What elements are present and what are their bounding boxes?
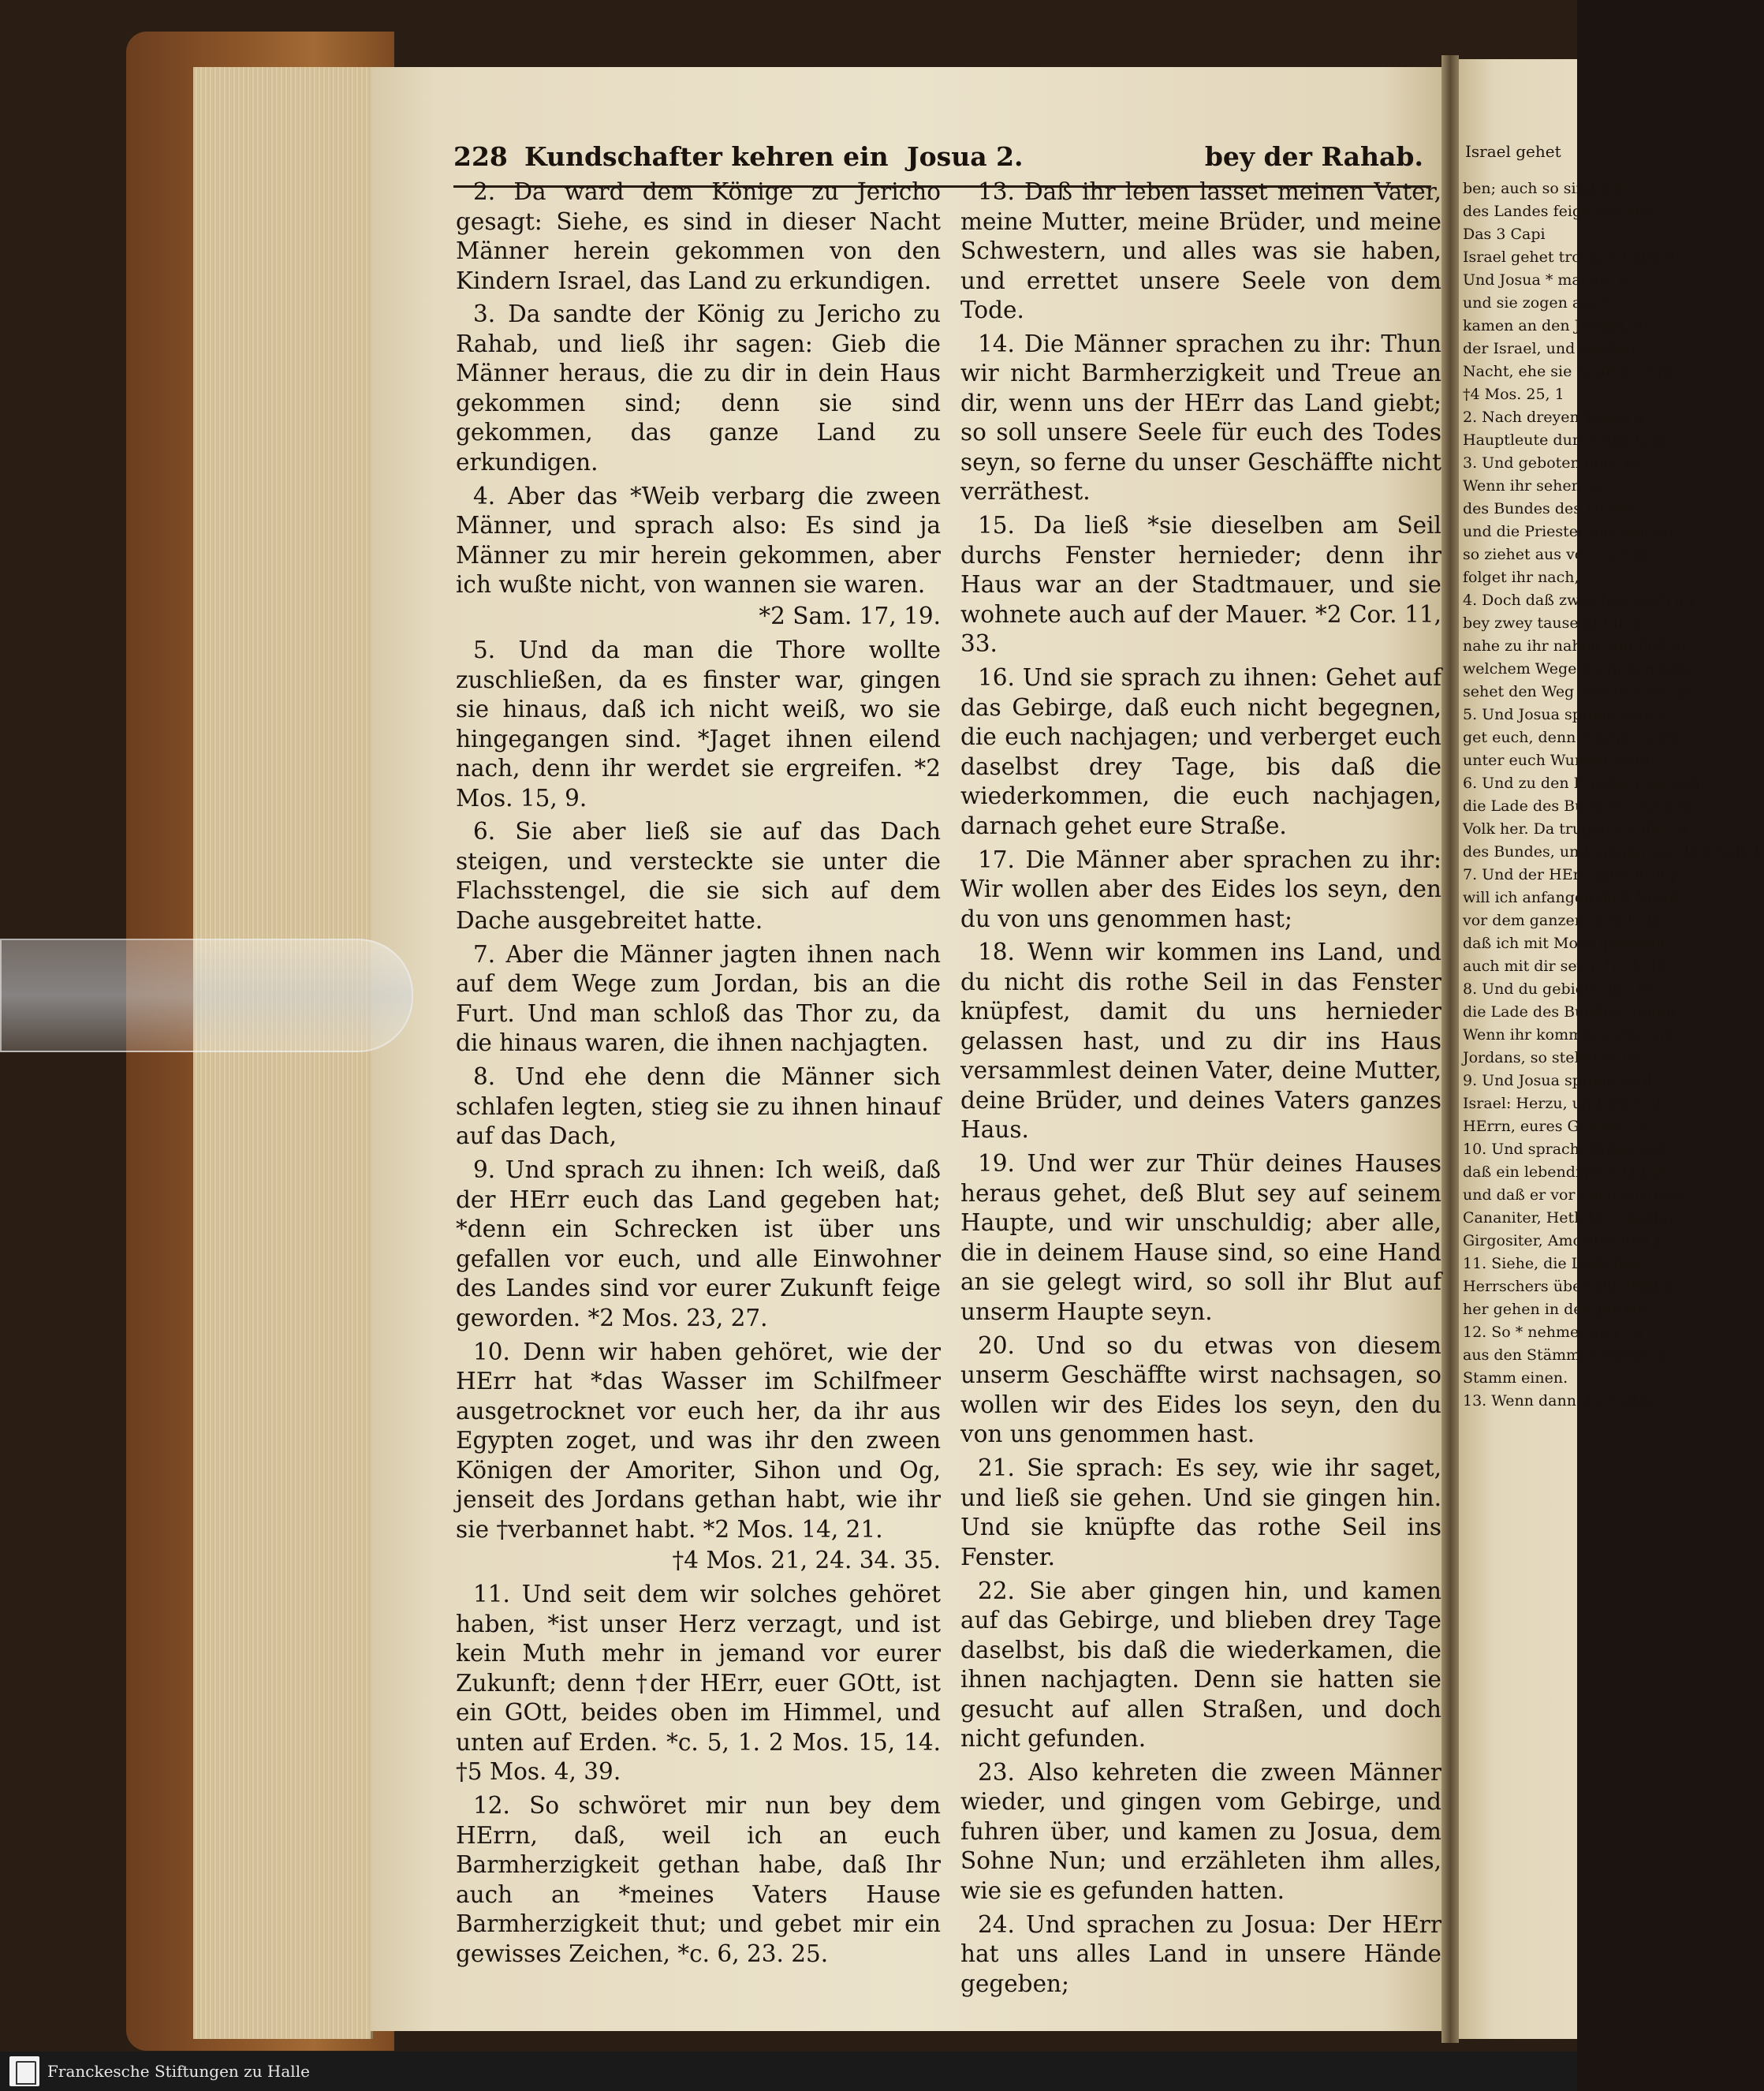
next-page-line: Hauptleute durch das Lage xyxy=(1463,431,1671,449)
next-page-line: und daß er vor euch austreib xyxy=(1463,1186,1684,1204)
verse: 21. Sie sprach: Es sey, wie ihr saget, und ließ sie gehen. Und sie gingen hin. Und sie knüpfte das rothe Seil ins Fenster. xyxy=(960,1454,1441,1570)
book-gutter xyxy=(1441,55,1459,2043)
next-page-line: Cananiter, Hethiter, Heviter xyxy=(1463,1209,1676,1227)
page-clip xyxy=(0,939,413,1052)
next-page-line: der Israel, und blieben xyxy=(1463,340,1636,357)
verse: 19. Und wer zur Thür deines Hauses heraus gehet, deß Blut sey auf seinem Haupte, und wir unschuldig; aber alle, die in deinem Hause sind, so eine Hand an sie gelegt wird, so soll ihr Blut auf unserm Haupte seyn. xyxy=(960,1150,1441,1325)
next-page-line: daß ein lebendiger GOtt un xyxy=(1463,1163,1672,1181)
next-page-line: die Lade des Bundes, und geh xyxy=(1463,797,1692,815)
verse: 8. Und ehe denn die Männer sich schlafen legten, stieg sie zu ihnen hinauf auf das Dach, xyxy=(456,1063,941,1150)
verse: 9. Und sprach zu ihnen: Ich weiß, daß der HErr euch das Land gegeben hat; *denn ein Schrecken ist über uns gefallen vor euch, und alle Einwohner des Landes sind vor eurer Zukunft feige geworden. *2 Mos. 23, 27. xyxy=(456,1156,941,1331)
next-page-line: 11. Siehe, die Lade des xyxy=(1463,1255,1640,1272)
next-page-line: welchem Wege ihr gehen sollet xyxy=(1463,660,1701,678)
verse: 15. Da ließ *sie dieselben am Seil durchs Fenster hernieder; denn ihr Haus war an der Stadtmauer, und sie wohnete auch auf der Mauer. *2 Cor. 11, 33. xyxy=(960,512,1441,658)
page-number: 228 xyxy=(453,141,508,172)
next-page-line: 9. Und Josua sprach zu d xyxy=(1463,1072,1653,1089)
next-page-line: 12. So * nehmet nun zw xyxy=(1463,1324,1644,1341)
next-page-line: Nacht, ehe sie hinüber zoge xyxy=(1463,363,1676,380)
verse: 6. Sie aber ließ sie auf das Dach steigen, und versteckte sie unter die Flachsstengel, die sie sich auf dem Dache ausgebreitet hatte. xyxy=(456,818,941,934)
verse: 11. Und seit dem wir solches gehöret haben, *ist unser Herz verzagt, und ist kein Muth mehr in jemand vor eurer Zukunft; denn †der HErr, euer GOtt, ist ein GOtt, beides oben im Himmel, und unten auf Erden. *c. 5, 1. 2 Mos. 15, 14. †5 Mos. 4, 39. xyxy=(456,1581,941,1786)
cross-reference: *2 Sam. 17, 19. xyxy=(759,603,941,630)
next-page-line: Volk her. Da trugen sie die La xyxy=(1463,820,1688,838)
verse: 22. Sie aber gingen hin, und kamen auf das Gebirge, und blieben drey Tage daselbst, bis daß die wiederkamen, die ihnen nachjagten. Denn sie hatten sie gesucht auf allen Straßen, und doch nicht gefunden. xyxy=(960,1577,1441,1753)
verse: 24. Und sprachen zu Josua: Der HErr hat uns alles Land in unsere Hände gegeben; xyxy=(960,1910,1441,1997)
running-title: Kundschafter kehren ein xyxy=(524,141,889,172)
verse: 23. Also kehreten die zween Männer wieder, und gingen vom Gebirge, und fuhren über, und kamen zu Josua, dem Sohne Nun; und erzähleten ihm alles, wie sie es gefunden hatten. xyxy=(960,1758,1441,1904)
institution-logo-icon xyxy=(9,2056,39,2086)
next-page-line: Und Josua * machte s xyxy=(1463,271,1627,289)
next-page-line: sehet den Weg vorhin nicht ge xyxy=(1463,683,1695,700)
next-page-line: die Lade des Bundes tragen, xyxy=(1463,1003,1680,1021)
next-page-line: folget ihr nach, xyxy=(1463,569,1579,586)
next-page-line: nahe zu ihr nahen, auf daß ih xyxy=(1463,637,1687,655)
verse: 3. Da sandte der König zu Jericho zu Rahab, und ließ ihr sagen: Gieb die Männer heraus, die zu dir in dein Haus gekommen sind; denn sie sind gekommen, das ganze Land zu erkundigen. xyxy=(456,301,941,476)
next-page-line: 8. Und du gebiete den Pr xyxy=(1463,980,1654,998)
verse: 5. Und da man die Thore wollte zuschließen, da es finster war, gingen sie hinaus, daß ich nicht weiß, wo sie hingegangen sind. *Jaget ihnen eilend nach, denn ihr werdet sie ergreifen. *2 Mos. 15, 9. xyxy=(456,637,941,812)
next-page-line: 4. Doch daß zwischen euch un xyxy=(1463,592,1695,609)
verse: 4. Aber das *Weib verbarg die zween Männer, und sprach also: Es sind ja Männer zu mir herein gekommen, aber ich wußte nicht, von wannen sie waren. xyxy=(456,482,941,599)
verse: 13. Daß ihr leben lasset meinen Vater, meine Mutter, meine Brüder, und meine Schwestern, und alles was sie haben, und errettet unsere Seele von dem Tode. xyxy=(960,178,1441,323)
verse: 2. Da ward dem Könige zu Jericho gesagt: Siehe, es sind in dieser Nacht Männer herein gekommen von den Kindern Israel, das Land zu erkundigen. xyxy=(456,178,941,294)
next-page-line: get euch, denn morgen wird xyxy=(1463,729,1679,746)
next-page-line: Israel gehet trockne Fuße d xyxy=(1463,248,1675,266)
next-page-line: des Bundes, und gingen vor dem Volk h xyxy=(1463,843,1764,861)
right-text-column xyxy=(960,177,1441,2003)
next-page-line: und sie zogen aus † xyxy=(1463,294,1611,312)
verse: 20. Und so du etwas von diesem unserm Geschäffte wirst nachsagen, so wollen wir des Eides los seyn, den du von uns genommen hast. xyxy=(960,1331,1441,1448)
cross-reference: †4 Mos. 21, 24. 34. 35. xyxy=(672,1547,941,1574)
right-running-title: bey der Rahab. xyxy=(1204,141,1423,172)
next-page-line: 3. Und geboten dem Vo xyxy=(1463,454,1641,472)
next-page-line: des Landes feige vor uns. xyxy=(1463,203,1657,220)
verse: 7. Aber die Männer jagten ihnen nach auf dem Wege zum Jordan, bis an die Furt. Und man schloß das Thor zu, da die hinaus waren, die ihnen nachjagten. xyxy=(456,940,941,1057)
next-page-line: will ich anfangen dich *groß xyxy=(1463,889,1679,906)
next-page-line: unter euch Wunder thun. xyxy=(1463,752,1655,769)
verse: 12. So schwöret mir nun bey dem HErrn, daß, weil ich an euch Barmherzigkeit gethan habe, daß Ihr auch an *meines Vaters Hause Barmherzigkeit thut; und gebet mir ein gewisses Zeichen, *c. 6, 23. 25. xyxy=(456,1792,941,1967)
next-page-line: so ziehet aus von eurem xyxy=(1463,546,1647,563)
verse: 10. Denn wir haben gehöret, wie der HErr hat *das Wasser im Schilfmeer ausgetrocknet vor euch her, da ihr aus Egypten zoget, und was ihr den zween Königen der Amoriter, Sihon und Og, jenseit des Jordans gethan habt, wie ihr sie †verbannet habt. *2 Mos. 14, 21. xyxy=(456,1338,941,1543)
next-page-line: †4 Mos. 25, 1 xyxy=(1463,386,1564,403)
next-page-header: Israel gehet xyxy=(1465,142,1561,161)
next-page-line: Stamm einen. xyxy=(1463,1369,1568,1387)
left-text-column xyxy=(456,177,941,1973)
next-page-line: Girgositer, Amoriter und J xyxy=(1463,1232,1661,1249)
verse: 14. Die Männer sprachen zu ihr: Thun wir nicht Barmherzigkeit und Treue an dir, wenn uns der HErr das Land giebt; so soll unsere Seele für euch des Todes seyn, so ferne du unser Geschäffte nicht verräthest. xyxy=(960,330,1441,506)
next-page-line: vor dem ganzen Israel, da xyxy=(1463,912,1661,929)
next-page-line: des Bundes des HErrn, eu xyxy=(1463,500,1662,517)
verse: 18. Wenn wir kommen ins Land, und du nicht dis rothe Seil in das Fenster knüpfest, damit du uns hernieder gelassen hast, und zu dir ins Haus versammlest deinen Vater, deine Mutter, deine Brüder, und deines Vaters ganzes Haus. xyxy=(960,939,1441,1144)
footer-institution: Franckesche Stiftungen zu Halle xyxy=(47,2062,310,2081)
verse: 16. Und sie sprach zu ihnen: Gehet auf das Gebirge, daß euch nicht begegnen, die euch nachjagen; und verberget euch daselbst drey Tage, bis daß die wiederkommen, die euch nachjagen, darnach gehet eure Straße. xyxy=(960,664,1441,839)
next-page-line: daß ich mit Mose gewesen xyxy=(1463,935,1666,952)
next-page-line: Das 3 Capi xyxy=(1463,226,1546,243)
next-page-line: 10. Und sprach: Dabey soll xyxy=(1463,1141,1669,1158)
next-page-line: ben; auch so sind alle xyxy=(1463,180,1628,197)
next-page-line: 7. Und der HErr sprach zu J xyxy=(1463,866,1676,883)
next-page-line: Wenn ihr sehen wer xyxy=(1463,477,1615,495)
next-page-line: Jordans, so stehet stille. xyxy=(1463,1049,1646,1066)
next-page-line: 5. Und Josua sprach zum V xyxy=(1463,706,1669,723)
next-page-line: Wenn ihr kommet vorne ins xyxy=(1463,1026,1673,1044)
next-page-column xyxy=(1463,177,1764,2007)
next-page-line: 6. Und zu den Priestern sprach xyxy=(1463,775,1700,792)
next-page-line: Herrschers über alle Welt w xyxy=(1463,1278,1677,1295)
next-page-line: auch mit dir seyn. *c. 4, 14. xyxy=(1463,958,1673,975)
next-page-line: 2. Nach dreyen Tagen a xyxy=(1463,409,1644,426)
book-title: Josua 2. xyxy=(907,141,1024,172)
next-page-line: und die Priester aus den Le xyxy=(1463,523,1673,540)
next-page-line: Israel: Herzu, und höret di xyxy=(1463,1095,1666,1112)
footer-bar xyxy=(0,2052,1577,2091)
next-page-line: kamen an den Jordan, er xyxy=(1463,317,1650,334)
next-page-line: bey zwey tausend Ellen. xyxy=(1463,614,1647,632)
next-page-line: HErrn, eures GOttes! *2 xyxy=(1463,1118,1648,1135)
next-page-line: aus den Stämmen Israel, a xyxy=(1463,1346,1665,1364)
next-page-line: 13. Wenn dann die Fußso xyxy=(1463,1392,1656,1410)
verse: 17. Die Männer aber sprachen zu ihr: Wir wollen aber des Eides los seyn, den du von uns genommen hast; xyxy=(960,846,1441,932)
page-edges xyxy=(193,67,373,2039)
next-page-line: her gehen in den Jordan. xyxy=(1463,1301,1652,1318)
